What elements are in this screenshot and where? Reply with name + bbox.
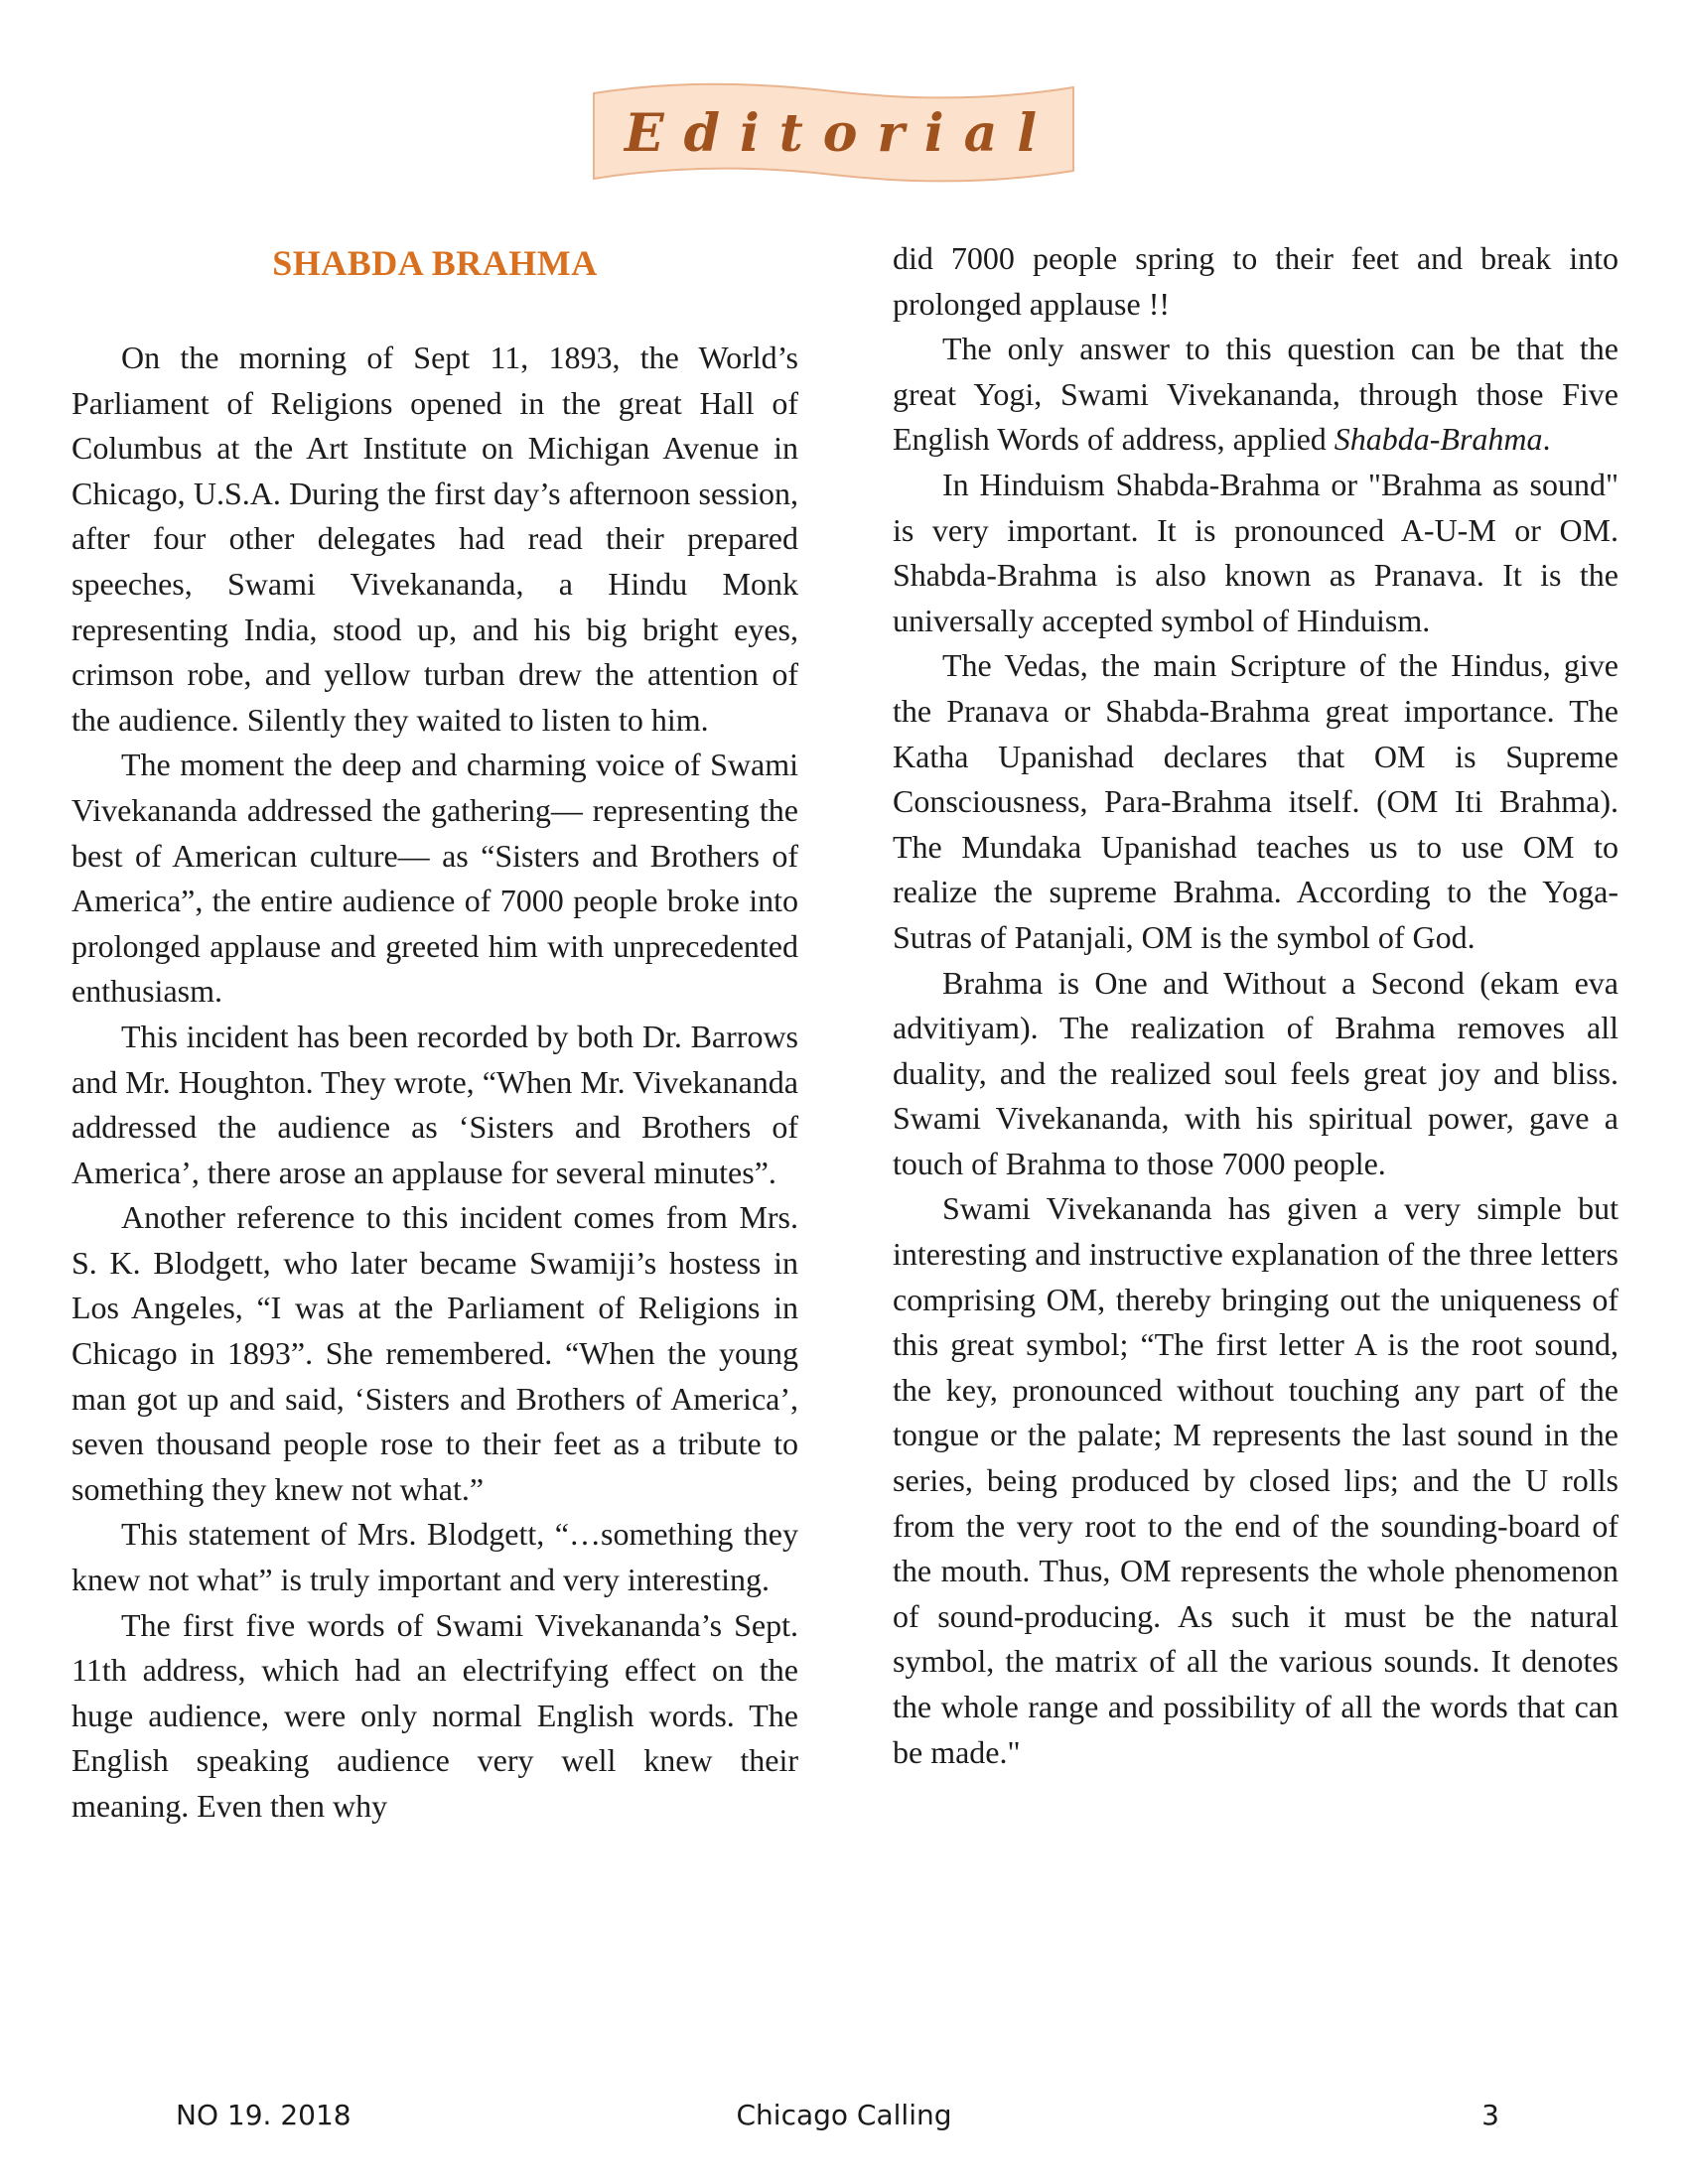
- italic-term: Shabda-Brahma: [1334, 421, 1543, 458]
- article-heading: SHABDA BRAHMA: [272, 243, 598, 283]
- paragraph: Brahma is One and Without a Second (ekam eva advitiyam). The realization of Brahma removes all duality, and the realized soul feels great joy and bliss. Swami Vivekananda, with his spiritual power, gave a touch of Brahma to those 7000 people.: [893, 964, 1618, 1181]
- footer-publication: Chicago Calling: [736, 2099, 952, 2131]
- footer-page-number: 3: [1481, 2099, 1499, 2131]
- paragraph: In Hinduism Shabda-Brahma or "Brahma as sound" is very important. It is pronounced A-U-M or OM. Shabda-Brahma is also known as Pranava. It is the universally accepted symbol of Hinduism.: [893, 466, 1618, 638]
- paragraph: Swami Vivekananda has given a very simple but interesting and instructive explanation of the three letters comprising OM, thereby bringing out the uniqueness of this great symbol; “The first letter A is the root sound, the key, pronounced without touching any part of the tongue or the palate; M represents the last sound in the series, being produced by closed lips; and the U rolls from the very root to the end of the sounding-board of the mouth. Thus, OM represents the whole phenomenon of sound-producing. As such it must be the natural symbol, the matrix of all the various sounds. It denotes the whole range and possibility of all the words that can be made.": [893, 1190, 1618, 1770]
- footer-issue: NO 19. 2018: [176, 2099, 352, 2131]
- paragraph: This statement of Mrs. Blodgett, “…something they knew not what” is truly important and very interesting.: [71, 1516, 798, 1598]
- paragraph-text: The only answer to this question can be that the great Yogi, Swami Vivekananda, through those Five English Words of address, applied: [893, 331, 1618, 458]
- editorial-banner: [588, 79, 1079, 187]
- paragraph: The Vedas, the main Scripture of the Hindus, give the Pranava or Shabda-Brahma great importance. The Katha Upanishad declares that OM is Supreme Consciousness, Para-Brahma itself. (OM Iti Brahma). The Mundaka Upanishad teaches us to use OM to realize the supreme Brahma. According to the Yoga-Sutras of Patanjali, OM is the symbol of God.: [893, 647, 1618, 955]
- paragraph: The moment the deep and charming voice of Swami Vivekananda addressed the gathering— representing the best of American culture— as “Sisters and Brothers of America”, the entire audience of 7000 people broke into prolonged applause and greeted him with unprecedented enthusiasm.: [71, 747, 798, 1010]
- right-column: [893, 236, 1618, 1775]
- paragraph: [893, 327, 1618, 463]
- continued-paragraph: did 7000 people spring to their feet and break into prolonged applause !!: [893, 240, 1618, 322]
- left-column: [71, 336, 798, 1830]
- paragraph: This incident has been recorded by both Dr. Barrows and Mr. Houghton. They wrote, “When Mr. Vivekananda addressed the audience as ‘Sisters and Brothers of America’, there arose an applause for several minutes”.: [71, 1018, 798, 1190]
- banner-title: Editorial: [624, 103, 1057, 164]
- paragraph: The first five words of Swami Vivekananda’s Sept. 11th address, which had an electrifying effect on the huge audience, were only normal English words. The English speaking audience very well knew their meaning. Even then why: [71, 1606, 798, 1824]
- paragraph: Another reference to this incident comes from Mrs. S. K. Blodgett, who later became Swamiji’s hostess in Los Angeles, “I was at the Parliament of Religions in Chicago in 1893”. She remembered. “When the young man got up and said, ‘Sisters and Brothers of America’, seven thousand people rose to their feet as a tribute to something they knew not what.”: [71, 1199, 798, 1507]
- paragraph: On the morning of Sept 11, 1893, the World’s Parliament of Religions opened in the great Hall of Columbus at the Art Institute on Michigan Avenue in Chicago, U.S.A. During the first day’s afternoon session, after four other delegates had read their prepared speeches, Swami Vivekananda, a Hindu Monk representing India, stood up, and his big bright eyes, crimson robe, and yellow turban drew the attention of the audience. Silently they waited to listen to him.: [71, 340, 798, 738]
- paragraph-end: .: [1542, 421, 1551, 458]
